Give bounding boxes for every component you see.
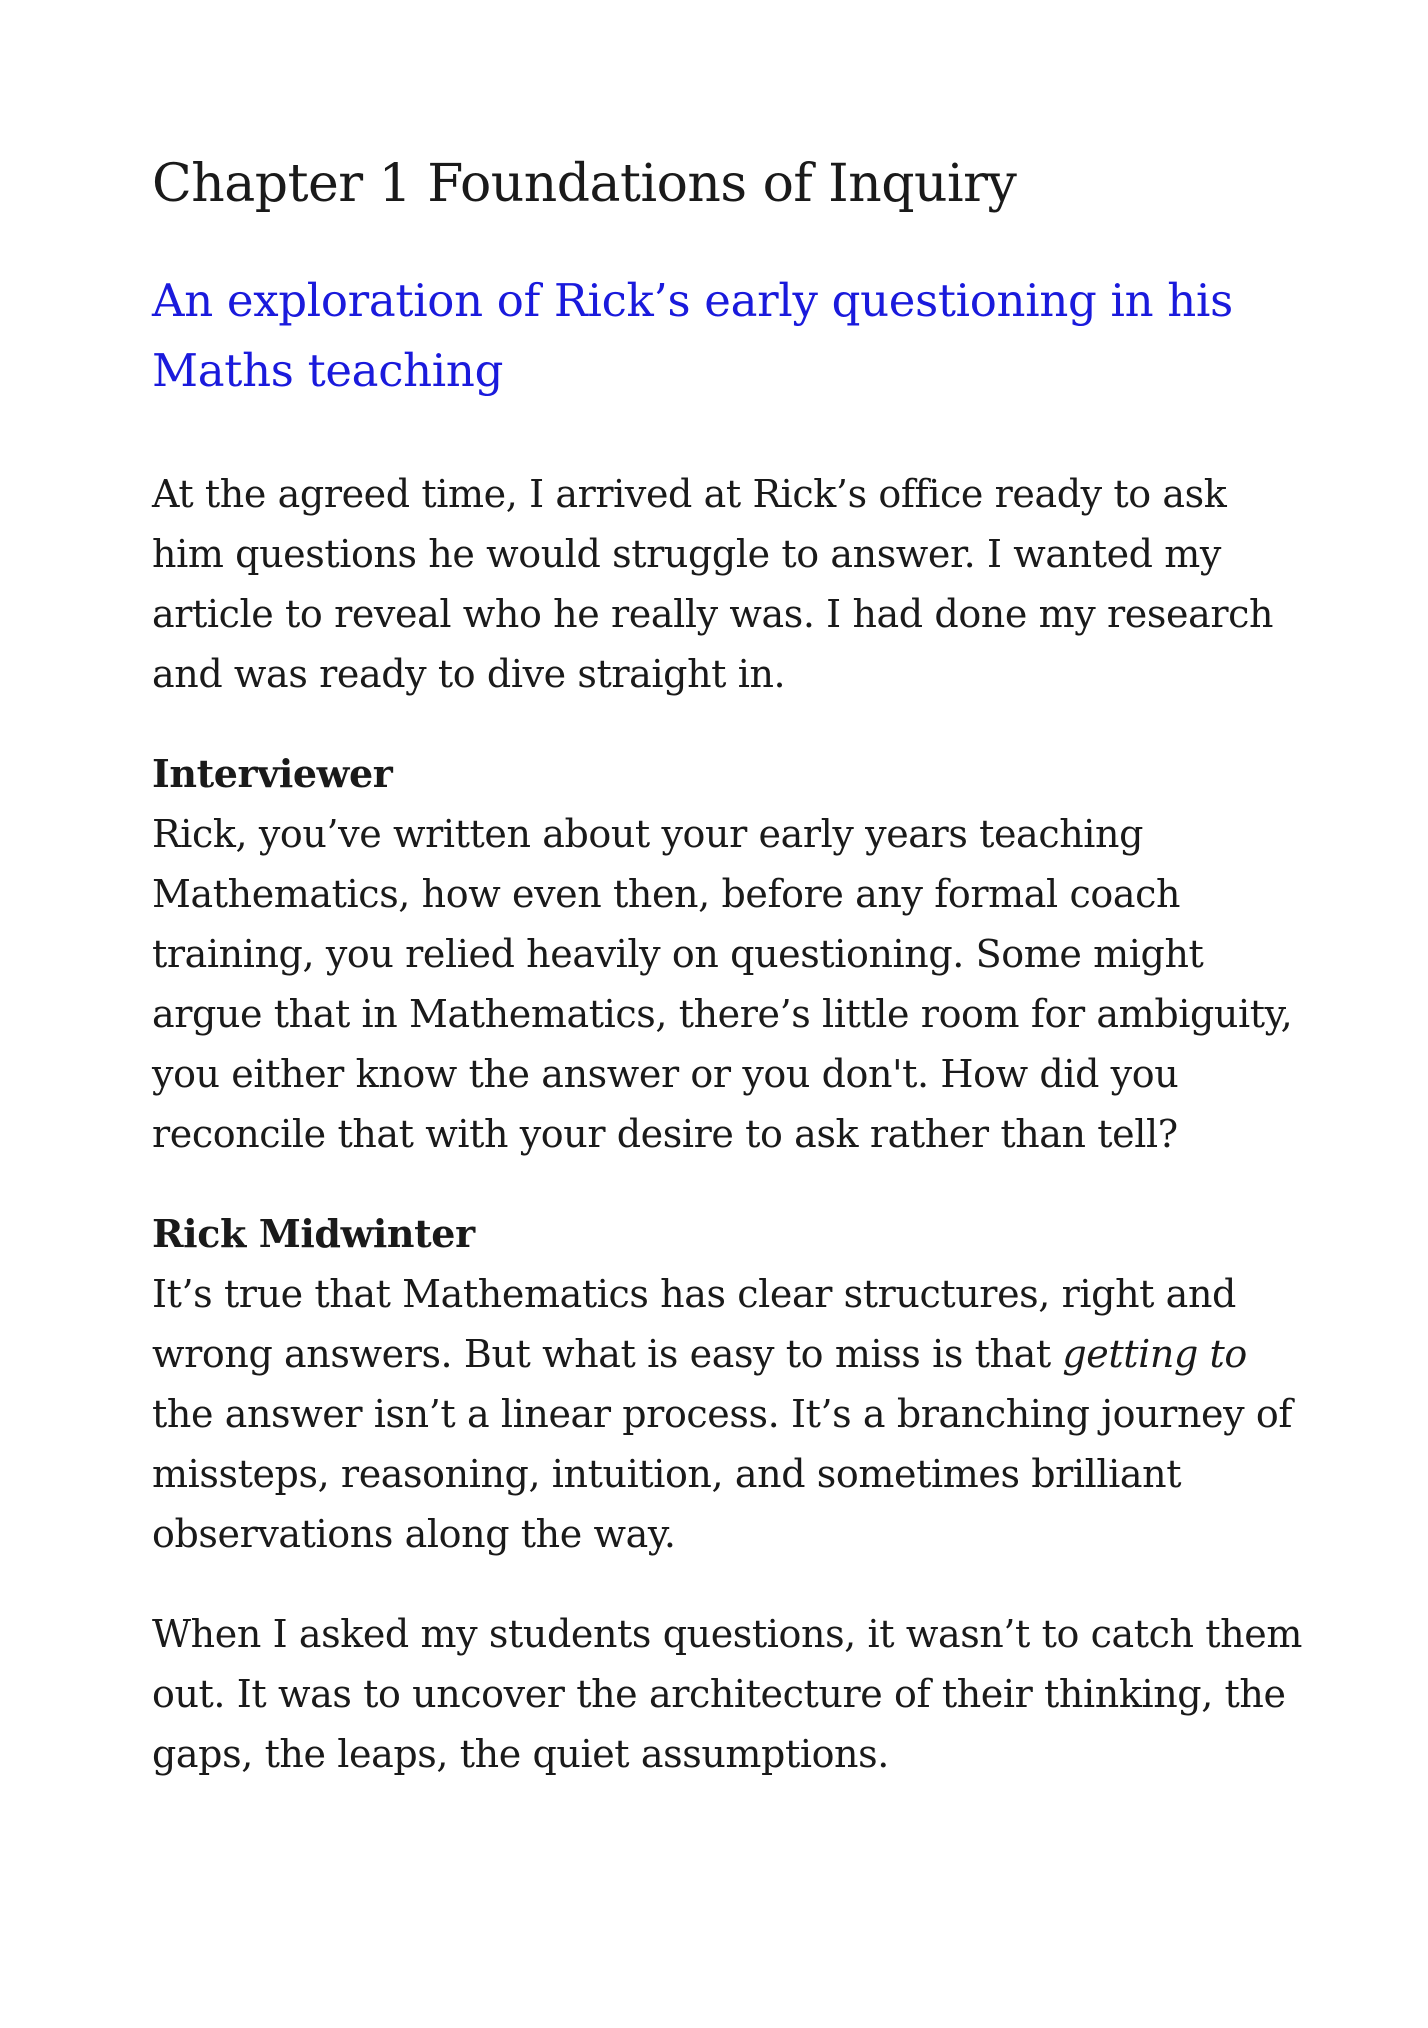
speech-emphasis: getting to [1062,1332,1247,1376]
speech-text-before: It’s true that Mathematics has clear structures, right and wrong answers. But what is easy to miss is that [152,1272,1236,1376]
chapter-subtitle: An exploration of Rick’s early questioning in his Maths teaching [152,274,1233,397]
speech-text: Rick, you’ve written about your early years teaching Mathematics, how even then, before any formal coach training, you relied heavily on questioning. Some might argue that in Mathematics, there’s little room for ambiguity, you either know the answer or you don't. How did you reconcile that with your desire to ask rather than tell? [152,812,1293,1156]
dialogue-block-interviewer [152,744,1302,1164]
speaker-name: Rick Midwinter [152,1211,475,1256]
chapter-title: Chapter 1 Foundations of Inquiry [152,154,1017,214]
dialogue-block-rick [152,1204,1302,1564]
speech-text-after: the answer isn’t a linear process. It’s a branching journey of missteps, reasoning, intuition, and sometimes brilliant observations along the way. [152,1392,1292,1556]
intro-paragraph: At the agreed time, I arrived at Rick’s office ready to ask him questions he would struggle to answer. I wanted my article to reveal who he really was. I had done my research and was ready to dive straight in. [152,472,1274,696]
speech-text [152,1264,1302,1564]
document-page [152,150,1302,1824]
speaker-name: Interviewer [152,751,393,796]
closing-paragraph: When I asked my students questions, it wasn’t to catch them out. It was to uncover the architecture of their thinking, the gaps, the leaps, the quiet assumptions. [152,1612,1302,1776]
